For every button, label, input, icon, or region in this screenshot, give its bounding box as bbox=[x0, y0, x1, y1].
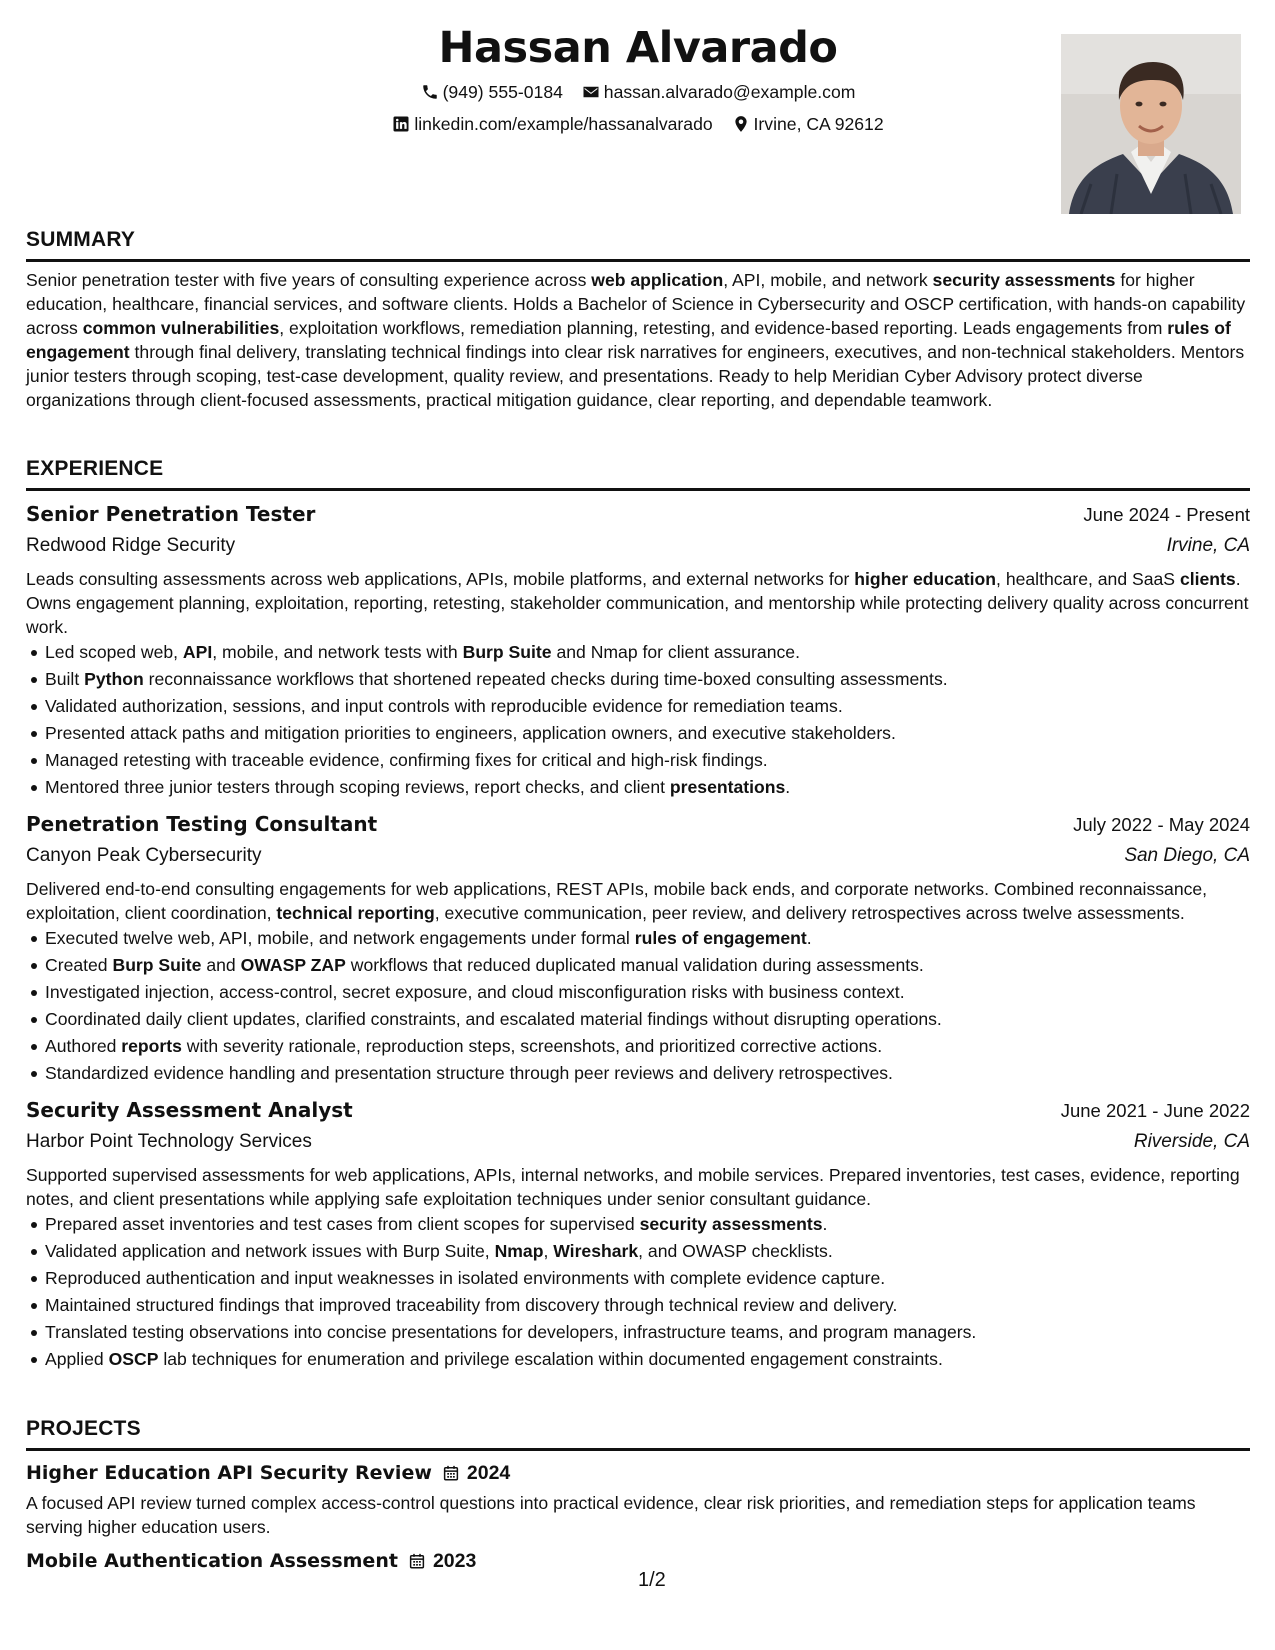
resume-page bbox=[26, 0, 1250, 1650]
phone-text: (949) 555-0184 bbox=[442, 82, 563, 102]
job-company: Harbor Point Technology Services bbox=[26, 1131, 312, 1152]
job-location: San Diego, CA bbox=[1124, 845, 1250, 866]
text-run: , mobile, and network tests with bbox=[212, 642, 463, 662]
bullet-item bbox=[45, 1033, 1250, 1060]
text-run: Investigated injection, access-control, secret exposure, and cloud misconfiguration risks with business context. bbox=[45, 982, 905, 1002]
text-run: Validated application and network issues with Burp Suite, bbox=[45, 1241, 495, 1261]
emphasis-text: web application bbox=[591, 270, 724, 290]
text-run: Created bbox=[45, 955, 113, 975]
bullet-item bbox=[45, 747, 1250, 774]
text-run: Mentored three junior testers through scoping reviews, report checks, and client bbox=[45, 777, 670, 797]
bullet-item bbox=[45, 1006, 1250, 1033]
projects-section bbox=[26, 1416, 1250, 1575]
bullet-item bbox=[45, 639, 1250, 666]
summary-paragraph bbox=[26, 268, 1250, 412]
text-run: . bbox=[806, 928, 812, 948]
emphasis-text: security assessments bbox=[932, 270, 1116, 290]
job-dates: June 2021 - June 2022 bbox=[1060, 1100, 1250, 1121]
bullet-item bbox=[45, 952, 1250, 979]
bullet-item bbox=[45, 720, 1250, 747]
job-title: Security Assessment Analyst bbox=[26, 1098, 353, 1122]
contact-phone bbox=[421, 80, 563, 104]
bullet-item bbox=[45, 693, 1250, 720]
project-year bbox=[408, 1549, 476, 1573]
text-run: Reproduced authentication and input weaknesses in isolated environments with complete evidence capture. bbox=[45, 1268, 886, 1288]
bullet-item bbox=[45, 925, 1250, 952]
emphasis-text: Nmap bbox=[494, 1241, 544, 1261]
job-dates: June 2024 - Present bbox=[1083, 504, 1250, 525]
text-run: . bbox=[822, 1214, 828, 1234]
text-run: for higher education, healthcare, financial services, and software clients. Holds a Bachelor of Science in Cybersecurity and OSCP certification, with hands-on capability across bbox=[26, 270, 1246, 338]
text-run: Led scoped web, bbox=[45, 642, 183, 662]
text-run: Delivered end-to-end consulting engagements for web applications, REST APIs, mobile back ends, and corporate networks. Combined reconnaissance, exploitation, client coordination, bbox=[26, 879, 1208, 923]
text-run: . Owns engagement planning, exploitation, reporting, retesting, stakeholder communication, and mentorship while protecting delivery quality across concurrent work. bbox=[26, 569, 1249, 637]
emphasis-text: presentations bbox=[669, 777, 786, 797]
job-entry bbox=[26, 1095, 1250, 1373]
bullet-item bbox=[45, 1292, 1250, 1319]
text-run: Maintained structured findings that improved traceability from discovery through technical review and delivery. bbox=[45, 1295, 898, 1315]
job-entry bbox=[26, 499, 1250, 801]
text-run: Authored bbox=[45, 1036, 122, 1056]
bullet-item bbox=[45, 1238, 1250, 1265]
text-run: , and OWASP checklists. bbox=[638, 1241, 833, 1261]
page-number: 1/2 bbox=[638, 1569, 666, 1591]
contact-location bbox=[732, 112, 884, 136]
text-run: Leads consulting assessments across web applications, APIs, mobile platforms, and external networks for bbox=[26, 569, 855, 589]
text-run: Executed twelve web, API, mobile, and network engagements under formal bbox=[45, 928, 635, 948]
job-bullets bbox=[26, 925, 1250, 1087]
linkedin-text: linkedin.com/example/hassanalvarado bbox=[414, 114, 713, 134]
section-title-projects: PROJECTS bbox=[26, 1416, 1250, 1451]
text-run: lab techniques for enumeration and privilege escalation within documented engagement constraints. bbox=[158, 1349, 943, 1369]
text-run: Validated authorization, sessions, and input controls with reproducible evidence for remediation teams. bbox=[45, 696, 843, 716]
envelope-icon bbox=[582, 83, 600, 101]
emphasis-text: reports bbox=[121, 1036, 182, 1056]
emphasis-text: common vulnerabilities bbox=[82, 318, 280, 338]
emphasis-text: clients bbox=[1179, 569, 1236, 589]
text-run: Senior penetration tester with five years of consulting experience across bbox=[26, 270, 592, 290]
job-description bbox=[26, 877, 1250, 925]
bullet-item bbox=[45, 1060, 1250, 1087]
job-title: Senior Penetration Tester bbox=[26, 502, 316, 526]
project-year-text: 2023 bbox=[432, 1550, 477, 1572]
emphasis-text: API bbox=[182, 642, 213, 662]
experience-section bbox=[26, 456, 1250, 1373]
emphasis-text: OWASP ZAP bbox=[240, 955, 346, 975]
location-text: Irvine, CA 92612 bbox=[753, 114, 884, 134]
project-entry bbox=[26, 1459, 1250, 1539]
job-location: Riverside, CA bbox=[1133, 1131, 1250, 1152]
bullet-item bbox=[45, 979, 1250, 1006]
section-title-summary: SUMMARY bbox=[26, 227, 1250, 262]
bullet-item bbox=[45, 1265, 1250, 1292]
bullet-item bbox=[45, 1211, 1250, 1238]
phone-icon bbox=[421, 83, 439, 101]
resume-header bbox=[26, 0, 1250, 222]
text-run: Applied bbox=[45, 1349, 109, 1369]
project-name: Mobile Authentication Assessment bbox=[26, 1550, 398, 1572]
emphasis-text: Burp Suite bbox=[112, 955, 202, 975]
emphasis-text: Wireshark bbox=[553, 1241, 639, 1261]
job-description bbox=[26, 567, 1250, 639]
project-name: Higher Education API Security Review bbox=[26, 1462, 432, 1484]
text-run: , exploitation workflows, remediation planning, retesting, and evidence-based reporting. Leads engagements from bbox=[279, 318, 1168, 338]
text-run: , API, mobile, and network bbox=[723, 270, 933, 290]
text-run: Coordinated daily client updates, clarified constraints, and escalated material findings without disrupting operations. bbox=[45, 1009, 942, 1029]
emphasis-text: security assessments bbox=[639, 1214, 823, 1234]
text-run: and bbox=[201, 955, 241, 975]
text-run: Standardized evidence handling and presentation structure through peer reviews and delivery retrospectives. bbox=[45, 1063, 893, 1083]
text-run: , bbox=[543, 1241, 554, 1261]
profile-photo bbox=[1061, 34, 1241, 214]
job-company: Redwood Ridge Security bbox=[26, 535, 236, 556]
job-title: Penetration Testing Consultant bbox=[26, 812, 378, 836]
candidate-name: Hassan Alvarado bbox=[438, 23, 838, 73]
job-location: Irvine, CA bbox=[1166, 535, 1250, 556]
text-run: through final delivery, translating technical findings into clear risk narratives for engineers, executives, and non-technical stakeholders. Mentors junior testers through scoping, test-case development, quality review, and presentations. Ready to help Meridian Cyber Advisory protect diverse organizations through client-focused assessments, practical mitigation guidance, clear reporting, and dependable teamwork. bbox=[26, 342, 1245, 410]
text-run: Translated testing observations into concise presentations for developers, infrastructure teams, and program managers. bbox=[45, 1322, 977, 1342]
text-run: , executive communication, peer review, and delivery retrospectives across twelve assessments. bbox=[434, 903, 1185, 923]
project-year bbox=[442, 1461, 510, 1485]
job-bullets bbox=[26, 1211, 1250, 1373]
summary-section bbox=[26, 227, 1250, 412]
text-run: Managed retesting with traceable evidence, confirming fixes for critical and high-risk findings. bbox=[45, 750, 768, 770]
text-run: Built bbox=[45, 669, 85, 689]
text-run: . bbox=[785, 777, 791, 797]
text-run: Supported supervised assessments for web applications, APIs, internal networks, and mobile services. Prepared inventories, test cases, evidence, reporting notes, and client presentations while applying safe exploitation techniques under senior consultant guidance. bbox=[26, 1165, 1240, 1209]
project-year-text: 2024 bbox=[466, 1462, 511, 1484]
emphasis-text: OSCP bbox=[108, 1349, 159, 1369]
text-run: with severity rationale, reproduction steps, screenshots, and prioritized corrective actions. bbox=[181, 1036, 883, 1056]
section-title-experience: EXPERIENCE bbox=[26, 456, 1250, 491]
calendar-icon bbox=[408, 1552, 426, 1570]
job-dates: July 2022 - May 2024 bbox=[1073, 814, 1250, 835]
text-run: Presented attack paths and mitigation priorities to engineers, application owners, and executive stakeholders. bbox=[45, 723, 896, 743]
bullet-item bbox=[45, 1346, 1250, 1373]
job-description bbox=[26, 1163, 1250, 1211]
linkedin-icon bbox=[392, 115, 410, 133]
text-run: reconnaissance workflows that shortened repeated checks during time-boxed consulting assessments. bbox=[143, 669, 948, 689]
job-entry bbox=[26, 809, 1250, 1087]
text-run: and Nmap for client assurance. bbox=[551, 642, 800, 662]
emphasis-text: rules of engagement bbox=[634, 928, 807, 948]
emphasis-text: rules of engagement bbox=[26, 318, 1231, 362]
job-company: Canyon Peak Cybersecurity bbox=[26, 845, 262, 866]
email-text: hassan.alvarado@example.com bbox=[603, 82, 856, 102]
job-bullets bbox=[26, 639, 1250, 801]
emphasis-text: technical reporting bbox=[276, 903, 435, 923]
emphasis-text: Burp Suite bbox=[462, 642, 552, 662]
emphasis-text: Python bbox=[84, 669, 144, 689]
calendar-icon bbox=[442, 1464, 460, 1482]
bullet-item bbox=[45, 1319, 1250, 1346]
bullet-item bbox=[45, 666, 1250, 693]
emphasis-text: higher education bbox=[854, 569, 997, 589]
map-pin-icon bbox=[732, 115, 750, 133]
text-run: , healthcare, and SaaS bbox=[996, 569, 1180, 589]
project-description: A focused API review turned complex access-control questions into practical evidence, clear risk priorities, and remediation steps for application teams serving higher education users. bbox=[26, 1493, 1196, 1537]
contact-email[interactable] bbox=[582, 80, 856, 104]
contact-linkedin[interactable] bbox=[392, 112, 712, 136]
bullet-item bbox=[45, 774, 1250, 801]
text-run: workflows that reduced duplicated manual validation during assessments. bbox=[345, 955, 924, 975]
text-run: Prepared asset inventories and test cases from client scopes for supervised bbox=[45, 1214, 640, 1234]
